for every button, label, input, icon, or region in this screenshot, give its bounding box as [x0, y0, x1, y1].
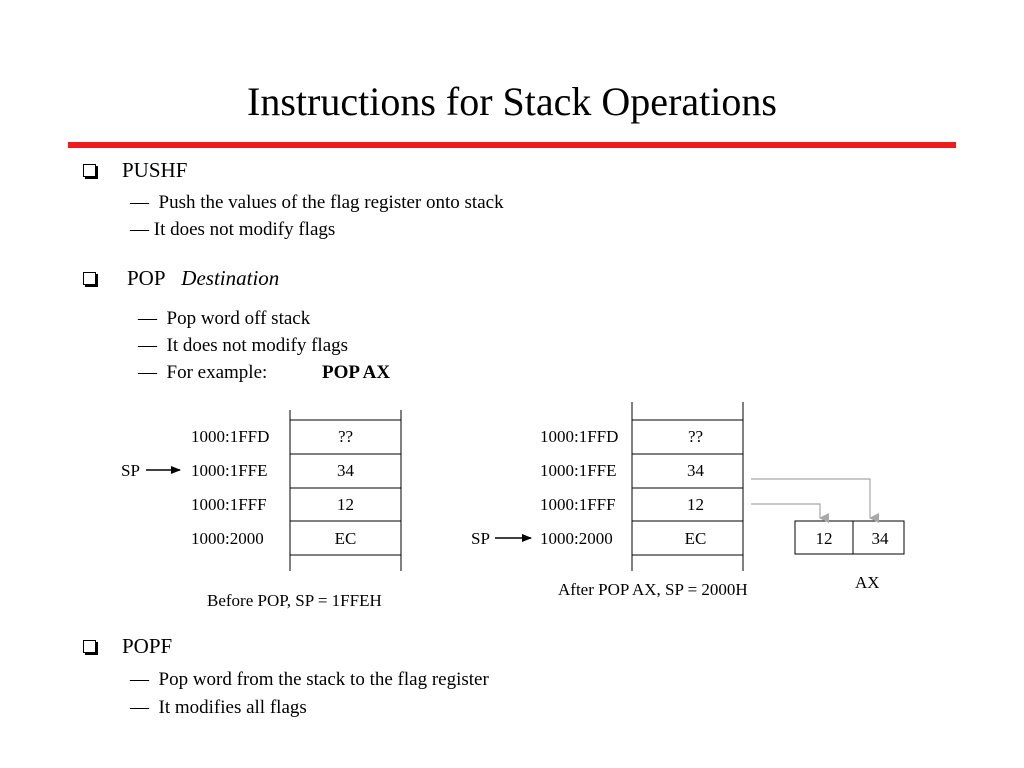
before-address-1: 1000:1FFD — [191, 427, 270, 446]
after-caption: After POP AX, SP = 2000H — [558, 580, 748, 599]
after-value-2: 34 — [687, 461, 704, 480]
popf-heading: POPF — [122, 634, 173, 658]
after-address-1: 1000:1FFD — [540, 427, 619, 446]
after-value-3: 12 — [687, 495, 704, 514]
pop-example-code: POP AX — [322, 362, 391, 383]
after-value-4: EC — [684, 529, 707, 548]
after-address-2: 1000:1FFE — [540, 461, 617, 480]
pop-line-1: — Pop word off stack — [138, 308, 311, 329]
arrow-12-to-ax — [751, 504, 820, 518]
popf-line-2: — It modifies all flags — [130, 697, 307, 718]
before-address-3: 1000:1FFF — [191, 495, 267, 514]
after-address-3: 1000:1FFF — [540, 495, 616, 514]
before-caption: Before POP, SP = 1FFEH — [207, 591, 382, 610]
after-sp-label: SP — [471, 529, 490, 548]
before-sp-label: SP — [121, 461, 140, 480]
pop-heading-destination: Destination — [181, 266, 280, 290]
pushf-line-1: — Push the values of the flag register onto stack — [130, 192, 504, 213]
before-value-3: 12 — [337, 495, 354, 514]
bullet-square-icon — [83, 640, 96, 653]
before-value-1: ?? — [337, 427, 354, 446]
ax-low-byte: 34 — [871, 529, 889, 548]
after-value-1: ?? — [687, 427, 704, 446]
page-title: Instructions for Stack Operations — [247, 79, 777, 124]
pushf-heading: PUSHF — [122, 158, 188, 182]
popf-line-1: — Pop word from the stack to the flag register — [130, 669, 489, 690]
before-value-2: 34 — [337, 461, 354, 480]
ax-high-byte: 12 — [815, 529, 833, 548]
pop-heading: POP Destination — [127, 266, 280, 290]
before-address-4: 1000:2000 — [191, 529, 264, 548]
arrow-34-to-ax — [751, 479, 870, 518]
ax-label: AX — [855, 573, 880, 592]
before-address-2: 1000:1FFE — [191, 461, 268, 480]
after-address-4: 1000:2000 — [540, 529, 613, 548]
pop-line-3: — For example: — [138, 362, 268, 383]
before-value-4: EC — [334, 529, 357, 548]
pushf-line-2: — It does not modify flags — [130, 219, 336, 240]
pop-line-2: — It does not modify flags — [138, 335, 349, 356]
